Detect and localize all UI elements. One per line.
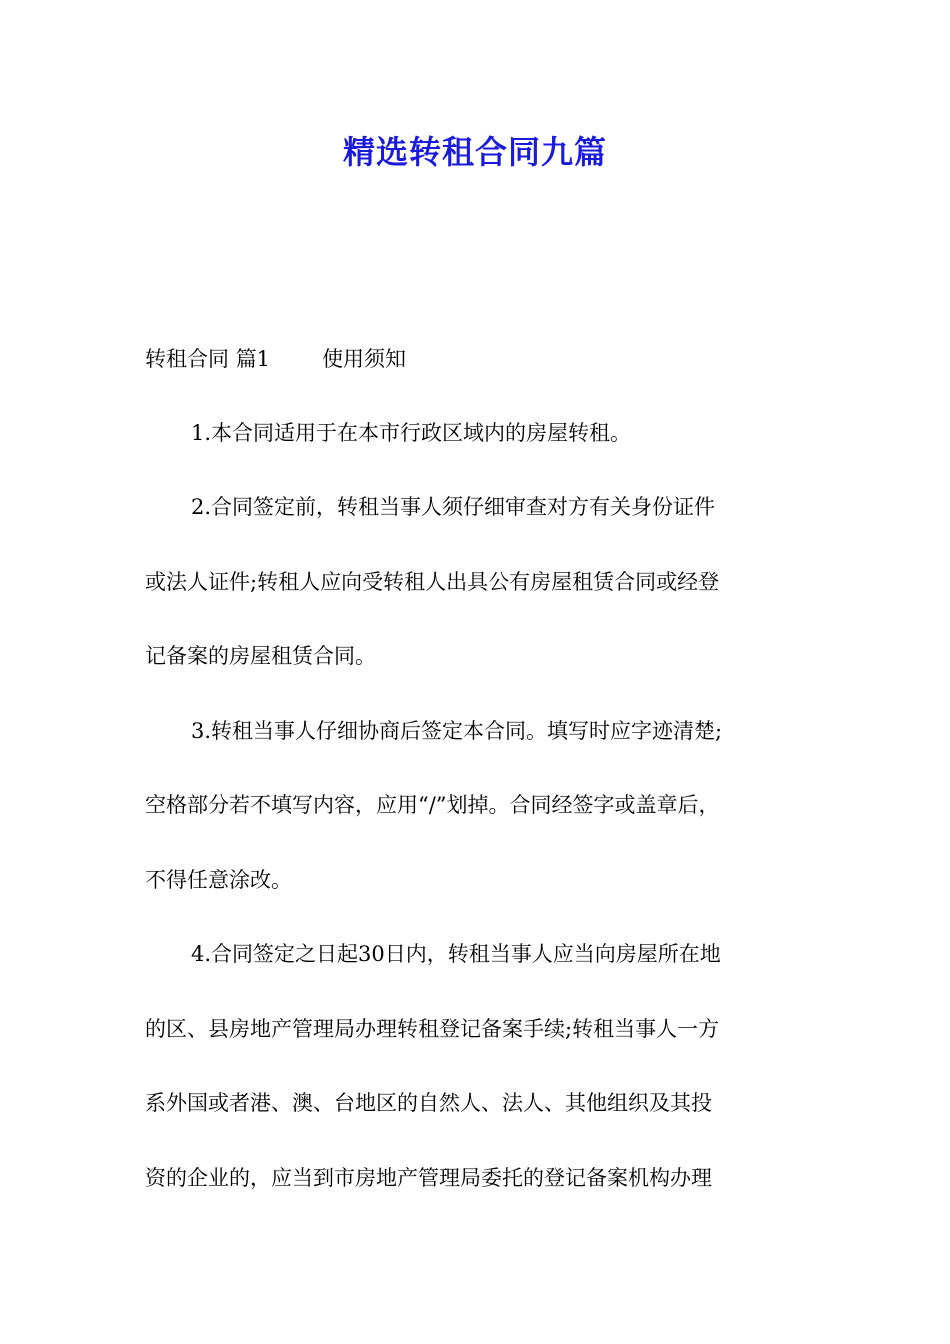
paragraph-line: 不得任意涂改。 xyxy=(145,868,292,892)
section-heading xyxy=(145,344,825,374)
section-label: 使用须知 xyxy=(322,347,407,371)
paragraph-line: 3.转租当事人仔细协商后签定本合同。填写时应字迹清楚; xyxy=(191,719,723,743)
paragraph-line: 记备案的房屋租赁合同。 xyxy=(145,644,376,668)
paragraph-line: 资的企业的，应当到市房地产管理局委托的登记备案机构办理 xyxy=(145,1166,712,1190)
paragraph-line: 或法人证件;转租人应向受转租人出具公有房屋租赁合同或经登 xyxy=(145,570,720,594)
paragraph-line: 空格部分若不填写内容，应用“/”划掉。合同经签字或盖章后， xyxy=(145,793,720,817)
section-number: 篇1 xyxy=(235,347,271,371)
document-title: 精选转租合同九篇 xyxy=(342,133,607,171)
paragraph-line: 1.本合同适用于在本市行政区域内的房屋转租。 xyxy=(191,421,632,445)
paragraph-line: 系外国或者港、澳、台地区的自然人、法人、其他组织及其投 xyxy=(145,1091,712,1115)
section-name: 转租合同 xyxy=(145,347,229,371)
paragraph-line: 4.合同签定之日起30日内，转租当事人应当向房屋所在地 xyxy=(191,942,721,966)
paragraph-line: 的区、县房地产管理局办理转租登记备案手续;转租当事人一方 xyxy=(145,1017,720,1041)
paragraph-line: 2.合同签定前，转租当事人须仔细审查对方有关身份证件 xyxy=(191,495,716,519)
